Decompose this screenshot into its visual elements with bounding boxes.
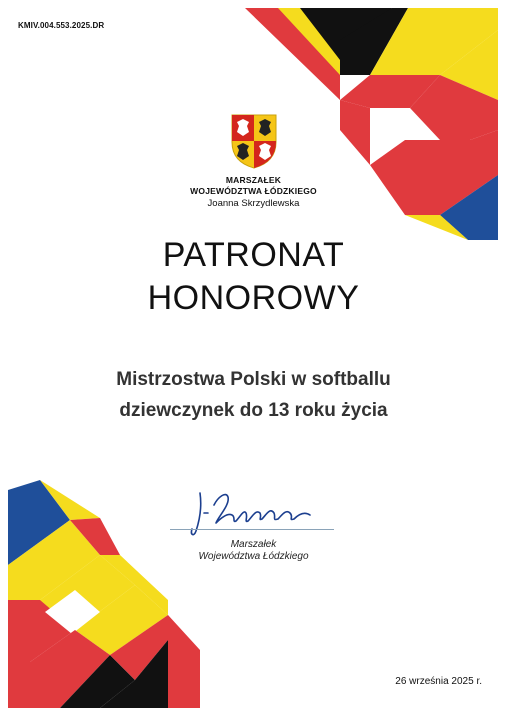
issuer-title-line1: MARSZAŁEK	[225, 175, 282, 185]
issuer-title-line2: WOJEWÓDZTWA ŁÓDZKIEGO	[190, 186, 317, 196]
event-name-line2: dziewczynek do 13 roku życia	[119, 400, 388, 421]
title-line1: PATRONAT	[162, 236, 345, 274]
issuer-name: Joanna Skrzydlewska	[207, 198, 300, 209]
coat-of-arms-icon	[229, 112, 279, 170]
issue-date: 26 września 2025 r.	[395, 676, 482, 687]
signature-line	[170, 529, 334, 530]
handwritten-signature	[188, 483, 328, 543]
signer-role-line1: Marszałek	[230, 539, 277, 550]
event-name-line1: Mistrzostwa Polski w softballu	[116, 369, 391, 390]
reference-number: KMIV.004.553.2025.DR	[18, 21, 105, 30]
signer-role-line2: Województwa Łódzkiego	[198, 551, 309, 562]
title-line2: HONOROWY	[147, 279, 360, 317]
